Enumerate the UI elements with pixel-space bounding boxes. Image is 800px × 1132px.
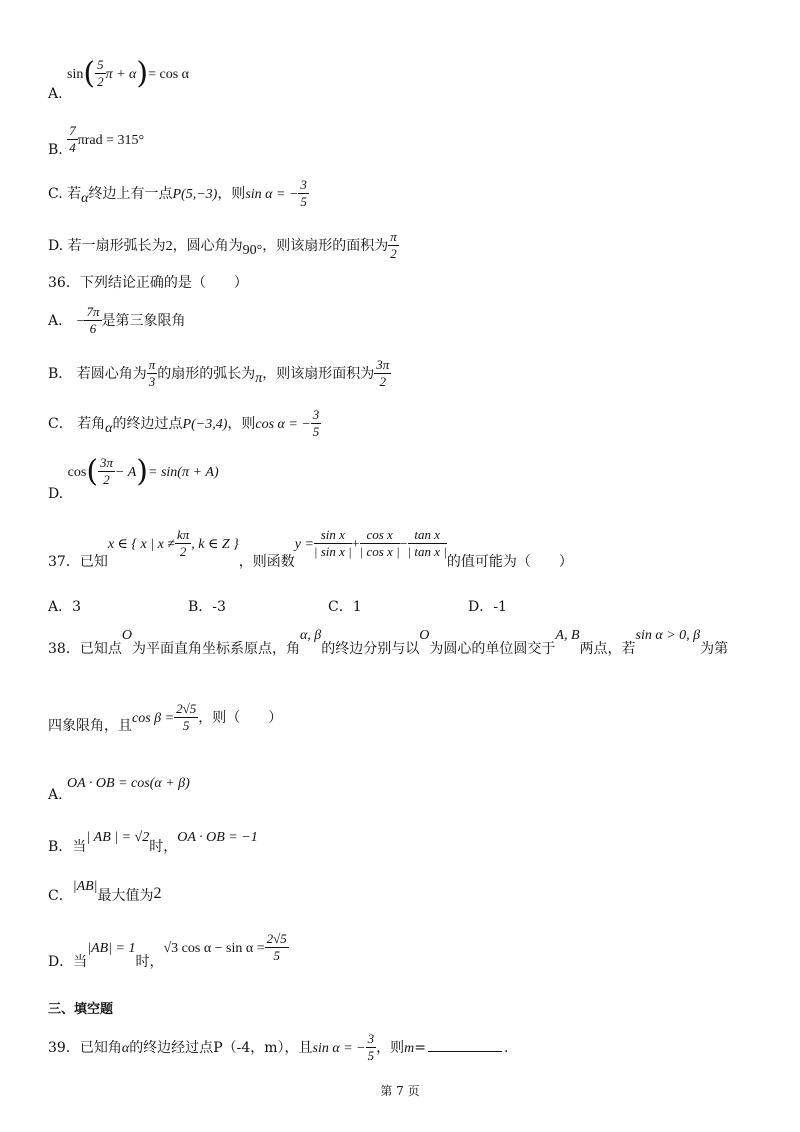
fraction: $\frac{\text{cos x}}{\text{| cos x |}}$ bbox=[359, 527, 400, 560]
option-d: D．-1 bbox=[468, 599, 507, 615]
option-label: C. bbox=[48, 185, 63, 202]
fraction: $\frac{3}{5}$ bbox=[367, 1031, 375, 1064]
text: 四象限角，且 bbox=[48, 717, 132, 734]
text: ，则（ ） bbox=[198, 709, 283, 726]
text: 39．已知角 bbox=[48, 1039, 122, 1056]
option-label: D. bbox=[48, 237, 64, 254]
option-label: C． bbox=[48, 415, 73, 432]
math-text: P(5,−3) bbox=[172, 186, 218, 202]
math-text: OA · OB = cos(α + β) bbox=[67, 776, 190, 791]
q38-stem-line1 bbox=[48, 628, 729, 657]
option-label: A． bbox=[48, 312, 73, 329]
math-text: cos bbox=[67, 464, 87, 480]
option-label: B． bbox=[48, 365, 73, 382]
math-text: √3 cos α − sin α = bbox=[163, 940, 265, 956]
option-b: B．-3 bbox=[188, 599, 226, 615]
q37-options bbox=[48, 600, 608, 614]
option-label: A. bbox=[48, 787, 63, 803]
math-text: OA · OB = −1 bbox=[177, 830, 258, 845]
text: 终边上有一点 bbox=[88, 185, 173, 202]
fraction: $\frac{k\pi}{2}$ bbox=[176, 527, 190, 560]
fraction: $\frac{\text{tan x}}{\text{| tan x |}}$ bbox=[407, 527, 447, 560]
text: 为平面直角坐标系原点，角 bbox=[131, 641, 300, 657]
math-text: α bbox=[105, 420, 113, 436]
answer-blank bbox=[428, 1051, 502, 1052]
math-text: sin α > 0, β bbox=[635, 628, 701, 643]
q39 bbox=[48, 1032, 508, 1064]
math-text: sin α = − bbox=[245, 186, 299, 202]
math-text: α bbox=[121, 1040, 130, 1056]
q38-option-a bbox=[48, 776, 190, 803]
text: P（-4，m），且 bbox=[213, 1039, 313, 1056]
math-text: x ∈ { x | x ≠ bbox=[107, 536, 175, 552]
q36-option-b bbox=[48, 358, 391, 390]
fraction: $\frac{3}{5}$ bbox=[312, 407, 320, 440]
text: 时， bbox=[149, 839, 178, 855]
math-text: sin bbox=[67, 66, 84, 82]
fraction: $\frac{3}{5}$ bbox=[300, 177, 307, 210]
option-c: C．1 bbox=[328, 599, 362, 615]
option-a: A．3 bbox=[48, 599, 82, 615]
math-text: α bbox=[81, 190, 89, 206]
text: 为第 bbox=[700, 641, 729, 657]
math-text: y = bbox=[294, 536, 314, 552]
math-text: − A bbox=[115, 464, 137, 480]
q38-option-b bbox=[48, 830, 258, 855]
option-label: D. bbox=[48, 485, 64, 502]
math-text: 2 bbox=[153, 885, 162, 902]
fraction: $\frac{\pi}{3}$ bbox=[148, 357, 156, 390]
text: = bbox=[414, 1039, 426, 1056]
option-label: C． bbox=[48, 888, 73, 904]
text: 的扇形的弧长为 bbox=[157, 365, 256, 382]
page-footer: 第 7 页 bbox=[380, 1084, 420, 1098]
math-text: 90° bbox=[242, 242, 263, 258]
text: . bbox=[503, 1039, 509, 1056]
fraction: $\frac{2√5}{5}$ bbox=[266, 931, 287, 964]
q38-option-d bbox=[48, 931, 289, 970]
text: 37．已知 bbox=[48, 553, 108, 570]
option-label: B．当 bbox=[48, 839, 87, 855]
text: ，则函数 bbox=[238, 553, 295, 570]
math-text: = cos α bbox=[148, 66, 190, 82]
math-text: 2 bbox=[165, 238, 173, 254]
option-label: B. bbox=[48, 141, 63, 158]
math-text: m bbox=[404, 1040, 415, 1056]
math-text: |AB| = 1 bbox=[87, 940, 136, 956]
math-text: P(−3,4) bbox=[182, 416, 228, 432]
section-heading: 三、填空题 bbox=[48, 1002, 114, 1017]
math-text: , k ∈ Z } bbox=[191, 536, 239, 552]
text: 的值可能为（ ） bbox=[446, 553, 573, 570]
text: ，圆心角为 bbox=[172, 237, 243, 254]
fraction: $\frac{3\pi}{2}$ bbox=[100, 455, 114, 488]
text: 若角 bbox=[77, 415, 106, 432]
math-text: sin α = − bbox=[312, 1040, 366, 1056]
math-text: − bbox=[76, 313, 85, 329]
text: 若圆心角为 bbox=[76, 365, 147, 382]
math-text: | AB | = √2 bbox=[86, 830, 150, 845]
math-text: A, B bbox=[555, 628, 580, 643]
math-text: cos α = − bbox=[255, 416, 311, 432]
text: 两点，若 bbox=[579, 641, 636, 657]
text: 38．已知点 bbox=[48, 641, 122, 657]
q35-option-c bbox=[48, 178, 309, 210]
fraction: $\frac{7}{4}$ bbox=[69, 123, 76, 156]
text: 的终边过点 bbox=[112, 415, 183, 432]
text: 是第三象限角 bbox=[101, 312, 186, 329]
math-text: O bbox=[121, 628, 132, 643]
fraction: $\frac{7\pi}{6}$ bbox=[86, 304, 100, 337]
math-text: α, β bbox=[299, 628, 322, 643]
text: ，则该扇形的面积为 bbox=[262, 237, 389, 254]
q36-option-a bbox=[48, 305, 186, 337]
option-label: D．当 bbox=[48, 953, 88, 970]
text: ，则 bbox=[376, 1039, 405, 1056]
text: 时， bbox=[135, 953, 164, 970]
math-text: = sin(π + A) bbox=[148, 464, 219, 480]
math-text: π + α bbox=[105, 66, 137, 82]
fraction: $\frac{3\pi}{2}$ bbox=[376, 357, 390, 390]
q35-option-b bbox=[48, 124, 144, 156]
text: ，则该扇形面积为 bbox=[262, 365, 375, 382]
q36-stem: 36．下列结论正确的是（ ） bbox=[48, 275, 248, 291]
option-label: A. bbox=[48, 85, 63, 102]
q38-stem-line2 bbox=[48, 702, 282, 734]
q38-option-c bbox=[48, 878, 162, 904]
q36-option-d: D. cos( $\frac{3\pi}{2}$ − A)= sin(π + A) bbox=[48, 453, 219, 502]
q37-stem: 37．已知x ∈ { x | x ≠ $\frac{k\pi}{2}$ , k ∈ Z }，则函数y = $\frac{\text{sin x}}{\text{| sin x |}}$ + $\frac{\text{cos x}}{\text{| cos x |}}$ − $\frac{\text{tan x}}{\text{| tan x |}}$ 的值可能为（ ） bbox=[48, 527, 573, 570]
text: 若 bbox=[67, 185, 82, 202]
text: 的终边分别与以 bbox=[321, 641, 420, 657]
text: 为圆心的单位圆交于 bbox=[429, 641, 556, 657]
math-text: π bbox=[255, 370, 263, 386]
math-text: πrad = 315° bbox=[77, 132, 145, 148]
math-text: |AB| bbox=[72, 879, 98, 894]
fraction: $\frac{2√5}{5}$ bbox=[176, 701, 197, 734]
q36-option-c bbox=[48, 408, 321, 440]
text: 若一扇形弧长为 bbox=[67, 237, 166, 254]
fraction: $\frac{5}{2}$ bbox=[97, 57, 104, 90]
fraction: $\frac{\pi}{2}$ bbox=[390, 229, 397, 262]
math-text: O bbox=[419, 628, 430, 643]
math-text: cos β = bbox=[132, 710, 175, 726]
text: ，则 bbox=[217, 185, 246, 202]
text: ，则 bbox=[227, 415, 256, 432]
text: 最大值为 bbox=[97, 888, 154, 904]
q35-option-a: A. sin( $\frac{5}{2}$ π + α)= cos α bbox=[48, 55, 190, 102]
q35-option-d bbox=[48, 230, 399, 262]
fraction: $\frac{\text{sin x}}{\text{| sin x |}}$ bbox=[313, 527, 352, 560]
text: 的终边经过点 bbox=[129, 1039, 214, 1056]
